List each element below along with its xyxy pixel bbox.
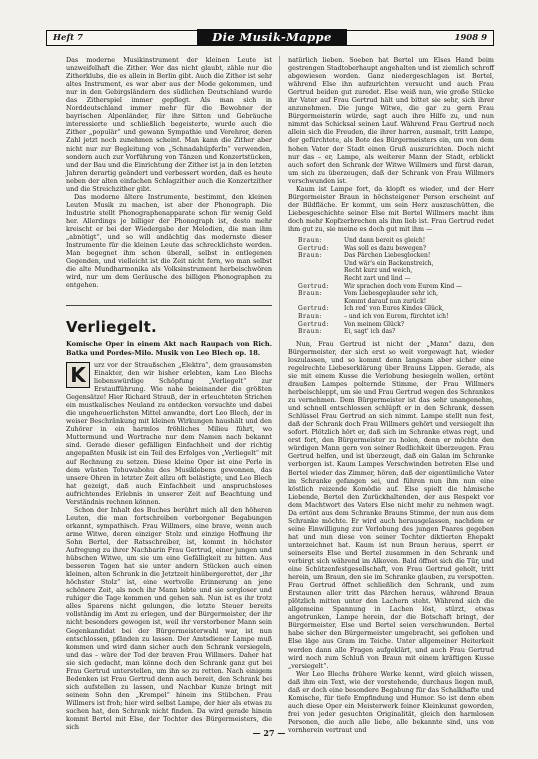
dialogue-text: Recht kurz und weich,: [344, 267, 413, 275]
dialogue-line: [298, 298, 494, 306]
column-divider: [279, 56, 280, 692]
body-paragraph: natürlich lieben. Soeben hat Bertel um Elses Hand beim gestrengen Stadtoberhaupt angehalten und ist ziemlich schroff abgewiesen worden. Ganz niedergeschlagen ist Bertel, während Else ihn aufzurichten versucht und auch Frau Gertrud beiden gut zuredet. Else weiß nun, wie große Stücke ihr Vater auf Frau Gertrud hält und bittet sie sehr, sich ihrer anzunehmen. Die junge Witwe, die gar zu gern Frau Bürgermeisterin würde, sagt auch ihre Hilfe zu, und nun nimmt das Schicksal seinen Lauf. Während Frau Gertrud noch allein sich die Freuden, die ihrer harren, ausmalt, tritt Lampe, der gefürchtete, als Bote des Bürgermeisters ein, um von dem hohen Vater der Stadt einen Gruß auszurichten. Doch nicht nur das – er, Lampe, als weiterer Mann der Stadt, erblickt auch sofort den Schrank der Witwe Willmers und fürst daran, um sich zu überzeugen, daß der Schrank von Frau Willmers verschwunden ist.: [288, 56, 494, 185]
dialogue-text: – und ich von Eurem, fürchtet ich!: [344, 312, 449, 320]
dialogue-text: Wir sprachen doch vom Eurem Kind —: [344, 282, 463, 290]
dialogue-speaker: [298, 298, 344, 306]
dialogue-line: [298, 321, 494, 329]
drop-cap-letter: K: [70, 362, 86, 387]
dialogue-speaker: Gertrud:: [298, 244, 330, 252]
dialogue-line: [298, 290, 494, 298]
dialogue-line: [298, 267, 494, 275]
dialogue-text: Von meinem Glück?: [344, 320, 405, 328]
page-number: — 27 —: [252, 728, 286, 738]
dialogue-line: [298, 245, 494, 253]
dialogue-line: [298, 275, 494, 283]
dialogue-speaker: Gertrud:: [298, 282, 330, 290]
dialogue-text: Und dann bereit es gleich!: [344, 237, 426, 245]
drop-cap-initial: [66, 362, 90, 388]
dialogue-speaker: [298, 267, 344, 275]
dialogue-line: [298, 313, 494, 321]
dialogue-text: Ich red' von Eures Kindes Glück,: [344, 305, 444, 313]
article-subtitle: Komische Oper in einem Akt nach Raupach von Rich. Batka und Pordes-Milo. Musik von Leo Blech op. 18.: [66, 340, 272, 357]
right-column: [288, 56, 494, 734]
body-paragraph: Nun, Frau Gertrud ist nicht der „Mann“ dazu, den Bürgermeister, der sich erst so weit vorgewagt hat, wieder loszulassen, und so kommt denn langsam aber sicher eine regelrechte Liebeserklärung über Brauns Lippen. Gerade, als sie mit einem Kusse die Verlobung besiegeln wollen, ertönt draußen Lampes polternde Stimme, der Frau Willmers herbeischleppt, um sie und Frau Gertrud wegen des Schrankes zu vernehmen. Dem Bürgermeister ist das sehr unangenehm, und schnell entschlossen schlüpft er in den Schrank, dessen Schlüssel Frau Gertrud an sich nimmt. Lampe stellt nun fest, daß der Schrank doch Frau Willmers gehört und versiegelt ihn sofort. Plötzlich hört er, daß sich im Schranke etwas regt, und erst fort, den Bürgermeister zu holen, denn er möchte den würdigen Mann gern von seiner Redlichkeit überzeugen. Frau Gertrud helfen, und ist überzeugt, daß ein Galan im Schranke verborgen ist. Kaum Lampes Verschwinden betreten Else und Bertel wieder das Zimmer, hören, daß der eigentümliche Vater im Schranke gefangen sei, und führen nun ihm nun eine köstlich reizende Komödie auf. Else spielt die hämische Liebende, Bertel den Zurückhaltenden, der aus Respekt vor dem Machtwort des Vaters Else nicht mehr zu nehmen wagt. Da ertönt aus dem Schranke Brauns Stimme, der nun aus dem Schranke möchte. Er wird auch herausgelassen, nachdem er seine Einwilligung zur Verlobung des jungen Paares gegeben hat und nun diese von seiner Tochter diktierten Ehepakt unterzeichnet hat. Kaum ist nun Braun heraus, sperrt er seinerseits Else und Bertel zusammen in den Schrank und verbirgt sich während im Alkoven. Bald öffnet sich die Tür, und eine Schützenfestgesellschaft, von Frau Gertrud geholt, tritt herein, um Braun, den sie im Schranke glauben, zu verspotten. Frau Gertrud öffnet schließlich den Schrank, und zum Erstaunen aller tritt das Pärchen heraus, während Braun plötzlich mitten unter den Lachern steht. Während sich die allgemeine Spannung in Lachen löst, stürzt, etwas angetrunken, Lampe herein, der die Botschaft bringt, der Bürgermeister, Else und Bertel seien verschwunden. Bertel habe sicher den Bürgermeister umgebracht, sei geflohen und Else läge aus Gram im Teiche. Unter allgemeiner Heiterkeit werden dann alle Fragen aufgeklärt, und auch Frau Gertrud wird noch zum Schluß von Braun mit einem kräftigen Kusse „versiegelt“.: [288, 339, 494, 670]
intro-paragraph: Das moderne ältere Instrumente, bestimmt, den kleinen Leuten Musik zu machen, ist aber der Phonograph. Die Industrie stellt Phonographenapparate schon für wenig Geld her. Allerdings je billiger der Phonograph ist, desto mehr kreischt er bei der Wiedergabe der Melodien, die man ihm „abnötigt“, und so will andächtig das modernste dieser Instrumente für die kleinen Leute das schrecklichste werden. Man begegnet ihm schon überall, selbst in entlegenen Gegenden, und vielleicht ist die Zeit nicht fern, wo man selbst die alte Mundharmonika als Volksinstrument herbeischwören wird, nur um dem Geräusche des billigen Phonographen zu entgehen.: [66, 192, 272, 290]
body-paragraph: urz vor der Straußschen „Elektra“, dem grausamsten Einakter, den wir bisher erlebten, kam Leo Blechs liebenswürdige Schöpfung „Verliegelt“ zur Erstaufführung. Wie nahe beieinander die größten Gegensätze! Hier Richard Strauß, der in erleuchteten Strichen ein mustkalisches Neuland zu entdecken versuchte und dabei die ungeheuerlichsten Mittel anwandte, dort Leo Blech, der in weiser Beschränkung mit kleinen Wirkungen haushält und den Zuhörer in ein harmlos fröhliches Milieu führt, wo Muttermund und Wortrache nur dem Namen nach bekannt sind. Gerade dieser gefälligen Einfachheit und der richtig angepaßten Musik ist ein Teil des Erfolges von „Verliegelt“ mit auf Rechnung zu setzen. Diese kleine Oper ist eine Perle in dem wüsten Tohuwabohu des Musiklebens gewonnen, das unsere Ohren in letzter Zeit allzu oft belästigte, und Leo Blech hat gezeigt, daß auch Einfachheit und anspruchsloses aufrichtendes Erlebnis in unserer Zeit auf Beachtung und Verständnis rechnen können.: [66, 360, 272, 506]
body-paragraph: Schon der Inhalt des Buches berührt mich all den höheren Leuten, die man fortschreiben verborgener Begabungen erkannt, sympathisch. Frau Willmers, eine brave, wenn auch arme Witwe, deren einziger Stolz und einzige Hoffnung ihr Sohn Bertel, der Ratsschreiber, ist, kommt in höchster Aufregung zu ihrer Nachbarin Frau Gertrud, einer jungen und hübschen Witwe, um sie um eine Gefälligkeit zu bitten. Aus besseren Tagen hat sie unter andern Stücken auch einen kleinen, alten Schrank in die Jetztzeit hinübergerettet, der „ihr höchster Stolz“ ist, eine wertvolle Erinnerung an jene schönere Zeit, als noch ihr Mann lebte und sie sorgloser und ruhiger die Tage kommen und gehen sah. Nun ist es ihr trotz alles Sparens nicht gelungen, die letzte Steuer bereits vollständig im Amt zu erlegen, und der Bürgermeister, der ihr nicht besonders gewogen ist, weil ihr verstorbener Mann sein Gegenkandidat bei der Bürgermeisterwahl war, ist nun entschlossen, pfänden zu lassen. Der Amtsdiener Lampe muß kommen und wird dann sicher auch den Schrank versiegeln, und das – wäre der Tod der braven Frau Willmers. Daher hat sie sich gedacht, man könne doch den Schrank ganz gut bei Frau Gertrud unterstellen, um ihn so zu retten. Nach einigem Bedenken ist Frau Gertrud denn auch bereit, den Schrank bei sich aufstellen zu lassen, und Nachbar Kunze bringt mit seinem Sohn den „Krempel“ hinein ins Stübchen. Frau Willmers ist froh; hier wird selbst Lampe, der hier als etwas zu suchen hat, den Schrank nicht finden. Da wird gerade hinein kommt Bertel mit Else, der Tochter des Bürgermeisters, die sich: [66, 505, 272, 732]
dialogue-line: [298, 283, 494, 291]
dialogue-speaker: Braun:: [298, 328, 323, 336]
dialogue-speaker: Gertrud:: [298, 320, 330, 328]
dialogue-line: [298, 252, 494, 260]
dialogue-text: Kommt darauf nun zurück!: [344, 297, 427, 305]
dialogue-speaker: Braun:: [298, 312, 323, 320]
dialogue-line: [298, 260, 494, 268]
libretto-excerpt: [298, 237, 494, 336]
intro-paragraph: Das moderne Musikinstrument der kleinen Leute ist unzweifelhaft die Zither. Wer das nicht glaubt, zähle nur die Zitherklubs, die es allein in Berlin gibt. Auch die Zither ist sehr altes Instrument, es war aber aus der Mode gekommen, und nur in den Gebirgsländern des südlichen Deutschland wurde das Zitherspiel immer gepflegt. Als man sich in Norddeutschland immer mehr für die Bewohner der bayrischen Alpenländer, für ihre Sitten und Gebräuche interessierte und schließlich begeisterte, wurde auch die Zither „populär“ und gewann Sympathie und Verehrer, deren Zahl jetzt noch zunehmen scheint. Man kann die Zither aber nicht nur zur Begleitung von „Schnadahüpferln“ verwenden, sondern auch zur Vorführung von Tänzen und Konzertstücken, und der Bau und die Einrichtung der Zither ist ja in den letzten Jahren derartig geändert und verbessert worden, daß es heute neben der alten einfachen Schlagzither auch die Konzertzither und die Streichzither gibt.: [66, 56, 272, 193]
left-column: [66, 56, 272, 731]
magazine-title: Die Musik-Mappe: [197, 29, 347, 46]
dialogue-text: Ei, sagt' ich das?: [344, 328, 396, 336]
dialogue-speaker: Braun:: [298, 237, 323, 245]
dialogue-line: [298, 237, 494, 245]
year-label: 1908 9: [454, 33, 487, 43]
body-paragraph: Wer Leo Blechs frühere Werke kennt, wird gleich wissen, daß ihm ein Text, wie der vorstehende, durchaus liegen muß, daß er doch eine besondere Begabung für das Schalkhafte und Komische, für tiefe Empfindung und Humor. So ist denn eben auch diese Oper ein Meisterwerk feiner Kleinkunst geworden, frei von jeder gesuchten Originalität, gleich den harmlosen Personen, die auch alle liebe, alle bekannte sind, uns von vornherein vertraut und: [288, 669, 494, 734]
dialogue-speaker: [298, 275, 344, 283]
dialogue-speaker: Braun:: [298, 290, 323, 298]
dialogue-line: [298, 305, 494, 313]
dialogue-text: Das Pärchen Liebesglocken!: [344, 252, 431, 260]
issue-label: Heft 7: [53, 33, 83, 43]
dialogue-text: Recht zart und lind —: [344, 275, 411, 282]
dialogue-speaker: [298, 260, 344, 268]
article-title: Verliegelt.: [66, 305, 272, 336]
dialogue-text: Vom Liebesgeplauder sehr ich,: [344, 290, 438, 298]
dialogue-speaker: Gertrud:: [298, 305, 330, 313]
dialogue-text: Was soll es dazu bewegen?: [344, 244, 427, 252]
dialogue-line: [298, 328, 494, 336]
body-paragraph: Kaum ist Lampe fort, da klopft es wieder, und der Herr Bürgermeister Braun in höchsteigener Person erscheint auf der Bildfläche. Er kommt, um sein Herz auszuschütten, die Liebesgeschichte seiner Else mit Bertel Willmers macht ihm doch mehr Kopfzerbrechen als ihm lieb ist. Frau Gertrud redet ihm gut zu, sie meine es doch gut mit ihm —: [288, 184, 494, 233]
page-header: [46, 30, 494, 46]
dialogue-speaker: Braun:: [298, 252, 323, 260]
dialogue-text: Und wär's ein Backenstreich,: [344, 259, 434, 267]
